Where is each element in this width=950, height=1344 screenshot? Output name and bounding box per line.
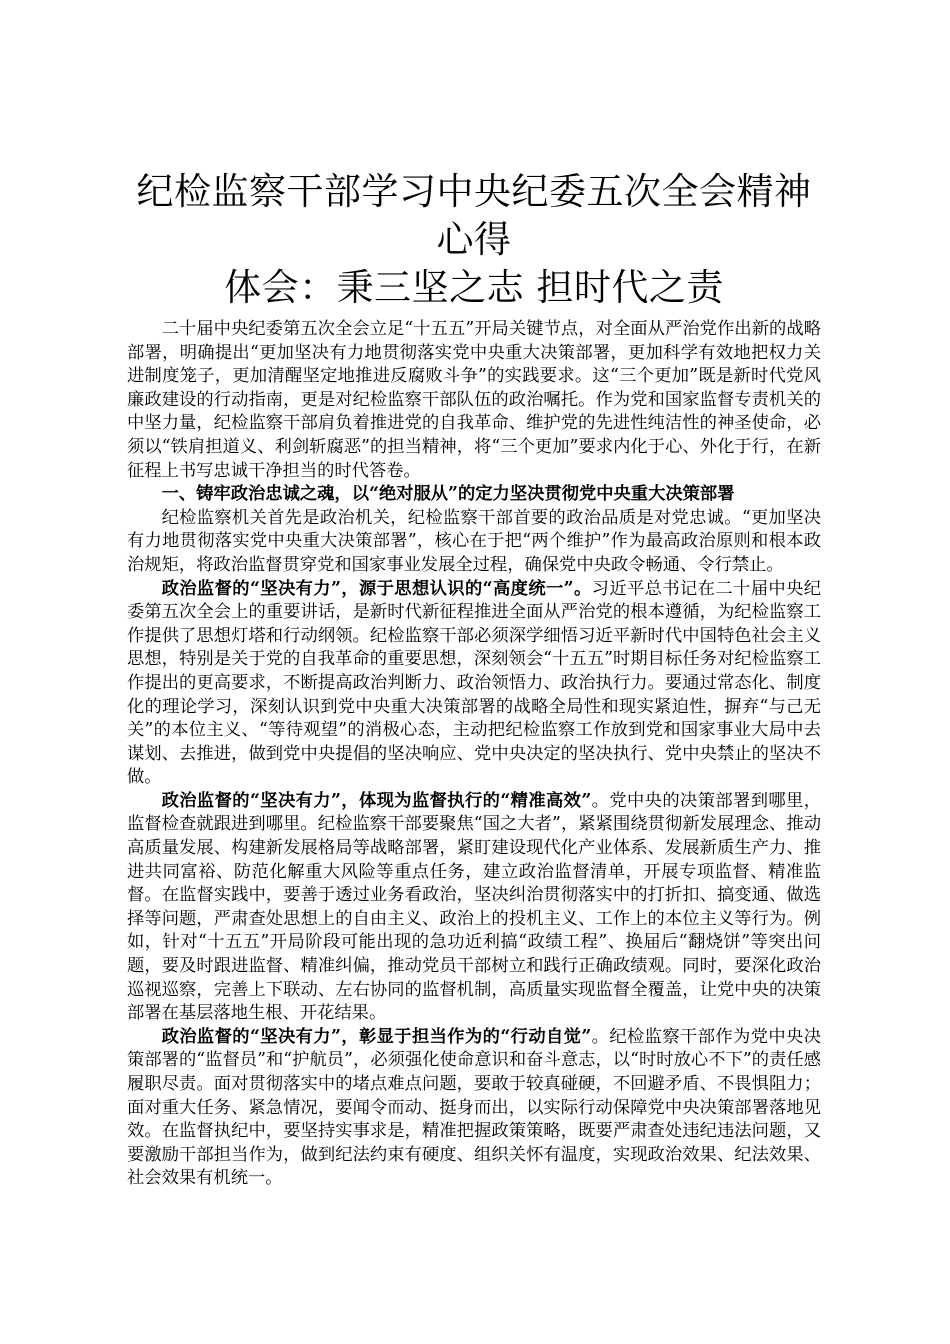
document-body xyxy=(127,318,821,1191)
document-page xyxy=(127,168,821,1191)
section-heading-1: 一、铸牢政治忠诚之魂，以“绝对服从”的定力坚决贯彻党中央重大决策部署 xyxy=(161,484,735,505)
section-1-paragraph-2 xyxy=(127,578,821,790)
section-1-paragraph-3 xyxy=(127,790,821,1026)
intro-paragraph: 二十届中央纪委第五次全会立足“十五五”开局关键节点，对全面从严治党作出新的战略部署，明确提出“更加坚决有力地贯彻落实党中央重大决策部署，更加科学有效地把权力关进制度笼子，更加清醒坚定地推进反腐败斗争”的实践要求。这“三个更加”既是新时代党风廉政建设的行动指南，更是对纪检监察干部队伍的政治嘱托。作为党和国家监督专责机关的中坚力量，纪检监察干部肩负着推进党的自我革命、维护党的先进性纯洁性的神圣使命，必须以“铁肩担道义、利剑斩腐恶”的担当精神，将“三个更加”要求内化于心、外化于行，在新征程上书写忠诚干净担当的时代答卷。 xyxy=(127,319,821,481)
section-1-paragraph-1: 纪检监察机关首先是政治机关，纪检监察干部首要的政治品质是对党忠诚。“更加坚决有力地贯彻落实党中央重大决策部署”，核心在于把“两个维护”作为最高政治原则和根本政治规矩，将政治监督贯穿党和国家事业发展全过程，确保党中央政令畅通、令行禁止。 xyxy=(127,507,821,575)
paragraph-2-lead: 政治监督的“坚决有力”，源于思想认识的“高度统一”。 xyxy=(161,578,592,599)
paragraph-3-lead: 政治监督的“坚决有力”，体现为监督执行的“精准高效” xyxy=(161,790,592,811)
paragraph-3-text: 。党中央的决策部署到哪里，监督检查就跟进到哪里。纪检监察干部要聚焦“国之大者”，紧紧围绕贯彻新发展理念、推动高质量发展、构建新发展格局等战略部署，紧盯建设现代化产业体系、发展新质生产力、推进共同富裕、防范化解重大风险等重点任务，建立政治监督清单，开展专项监督、精准监督。在监督实践中，要善于透过业务看政治，坚决纠治贯彻落实中的打折扣、搞变通、做选择等问题，严肃查处思想上的自由主义、政治上的投机主义、工作上的本位主义等行为。例如，针对“十五五”开局阶段可能出现的急功近利搞“政绩工程”、换届后“翻烧饼”等突出问题，要及时跟进监督、精准纠偏，推动党员干部树立和践行正确政绩观。同时，要深化政治巡视巡察，完善上下联动、左右协同的监督机制，高质量实现监督全覆盖，让党中央的决策部署在基层落地生根、开花结果。 xyxy=(127,790,821,1024)
paragraph-4-lead: 政治监督的“坚决有力”，彰显于担当作为的“行动自觉” xyxy=(161,1026,592,1047)
title-line-1: 纪检监察干部学习中央纪委五次全会精神心得 xyxy=(136,170,812,261)
paragraph-2-text: 习近平总书记在二十届中央纪委第五次全会上的重要讲话，是新时代新征程推进全面从严治党的根本遵循，为纪检监察工作提供了思想灯塔和行动纲领。纪检监察干部必须深学细悟习近平新时代中国特色社会主义思想，特别是关于党的自我革命的重要思想，深刻领会“十五五”时期目标任务对纪检监察工作提出的更高要求，不断提高政治判断力、政治领悟力、政治执行力。要通过常态化、制度化的理论学习，深刻认识到党中央重大决策部署的战略全局性和现实紧迫性，摒弃“与己无关”的本位主义、“等待观望”的消极心态，主动把纪检监察工作放到党和国家事业大局中去谋划、去推进，做到党中央提倡的坚决响应、党中央决定的坚决执行、党中央禁止的坚决不做。 xyxy=(127,578,821,788)
document-title xyxy=(127,168,821,312)
title-line-2: 体会：秉三坚之志 担时代之责 xyxy=(224,266,724,309)
paragraph-4-text: 。纪检监察干部作为党中央决策部署的“监督员”和“护航员”，必须强化使命意识和奋斗意志，以“时时放心不下”的责任感履职尽责。面对贯彻落实中的堵点难点问题，要敢于较真碰硬，不回避矛盾、不畏惧阻力；面对重大任务、紧急情况，要闻令而动、挺身而出，以实际行动保障党中央决策部署落地见效。在监督执纪中，要坚持实事求是，精准把握政策策略，既要严肃查处违纪违法问题，又要激励干部担当作为，做到纪法约束有硬度、组织关怀有温度，实现政治效果、纪法效果、社会效果有机统一。 xyxy=(127,1026,821,1189)
section-1-paragraph-4 xyxy=(127,1026,821,1191)
